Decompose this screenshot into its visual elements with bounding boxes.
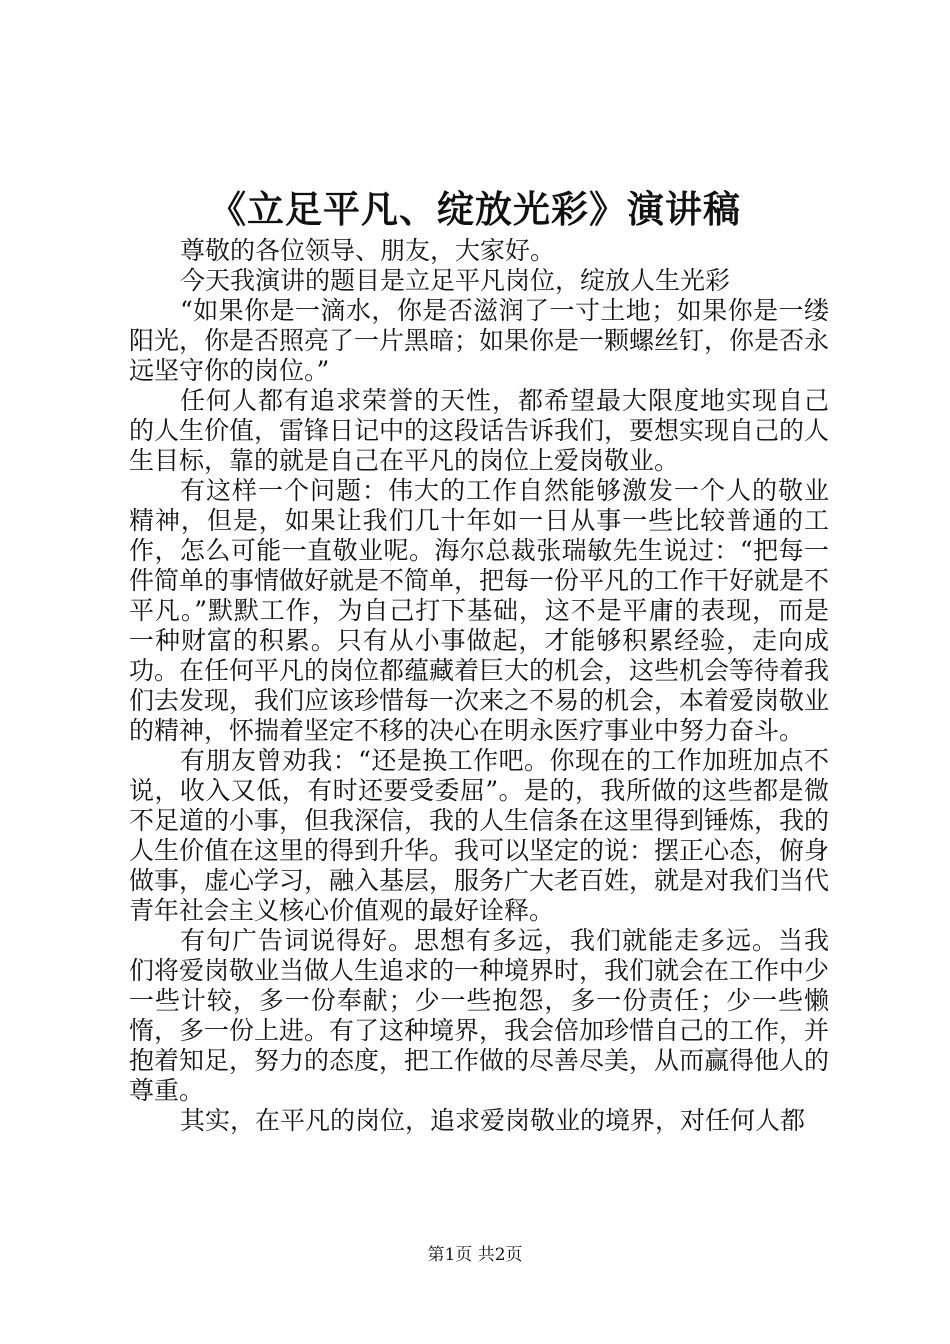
paragraph-quote: “如果你是一滴水，你是否滋润了一寸土地；如果你是一缕阳光，你是否照亮了一片黑暗；如果你是一颗螺丝钉，你是否永远坚守你的岗位。” <box>129 296 830 385</box>
paragraph-slogan: 有句广告词说得好。思想有多远，我们就能走多远。当我们将爱岗敬业当做人生追求的一种境界时，我们就会在工作中少一些计较，多一份奉献；少一些抱怨，多一份责任；少一些懒惰，多一份上进。有了这种境界，我会倍加珍惜自己的工作，并抱着知足，努力的态度，把工作做的尽善尽美，从而赢得他人的尊重。 <box>129 926 830 1105</box>
paragraph-greeting: 尊敬的各位领导、朋友，大家好。 <box>180 236 556 265</box>
paragraph-topic: 今天我演讲的题目是立足平凡岗位，绽放人生光彩 <box>180 266 731 295</box>
paragraph-friend-advice: 有朋友曾劝我：“还是换工作吧。你现在的工作加班加点不说，收入又低，有时还要受委屈”。是的，我所做的这些都是微不足道的小事，但我深信，我的人生信条在这里得到锤炼，我的人生价值在这里的得到升华。我可以坚定的说：摆正心态，俯身做事，虚心学习，融入基层，服务广大老百姓，就是对我们当代青年社会主义核心价值观的最好诠释。 <box>129 746 830 925</box>
page-footer: 第1页 共2页 <box>427 1245 523 1265</box>
document-body <box>129 236 829 1136</box>
paragraph-question: 有这样一个问题：伟大的工作自然能够激发一个人的敬业精神，但是，如果让我们几十年如一日从事一些比较普通的工作，怎么可能一直敬业呢。海尔总裁张瑞敏先生说过：“把每一件简单的事情做好就是不简单，把每一份平凡的工作干好就是不平凡。”默默工作，为自己打下基础，这不是平庸的表现，而是一种财富的积累。只有从小事做起，才能够积累经验，走向成功。在任何平凡的岗位都蕴藏着巨大的机会，这些机会等待着我们去发现，我们应该珍惜每一次来之不易的机会，本着爱岗敬业的精神，怀揣着坚定不移的决心在明永医疗事业中努力奋斗。 <box>129 476 830 745</box>
paragraph-honor: 任何人都有追求荣誉的天性，都希望最大限度地实现自己的人生价值，雷锋日记中的这段话告诉我们，要想实现自己的人生目标，靠的就是自己在平凡的岗位上爱岗敬业。 <box>129 386 830 475</box>
paragraph-conclusion-start: 其实，在平凡的岗位，追求爱岗敬业的境界，对任何人都 <box>180 1106 806 1135</box>
document-title: 《立足平凡、绽放光彩》演讲稿 <box>209 187 741 231</box>
